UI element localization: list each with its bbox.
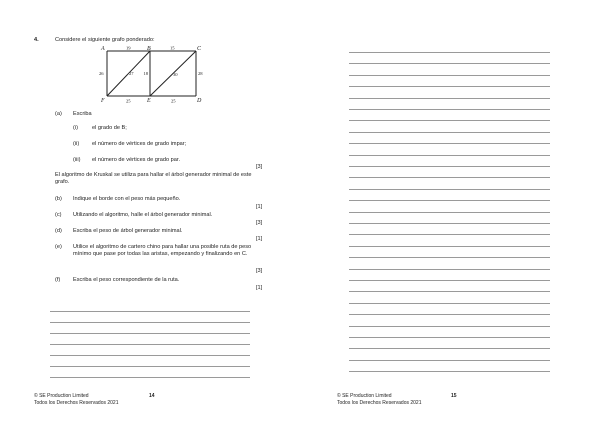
answer-line — [349, 143, 550, 144]
answer-line — [349, 291, 550, 292]
vertex-c-label: C — [197, 46, 202, 52]
answer-line — [50, 311, 250, 312]
answer-line — [349, 132, 550, 133]
answer-line — [349, 280, 550, 281]
answer-line — [349, 75, 550, 76]
answer-line — [349, 234, 550, 235]
part-f-text: Escriba el peso correspondiente de la ruta. — [73, 277, 180, 283]
answer-line — [349, 189, 550, 190]
part-a-i-text: el grado de B; — [92, 125, 127, 131]
weight-ed: 25 — [171, 98, 176, 104]
answer-line — [349, 86, 550, 87]
answer-line — [50, 322, 250, 323]
answer-line — [349, 63, 550, 64]
answer-line — [349, 223, 550, 224]
answer-line — [349, 257, 550, 258]
kruskal-text: El algoritmo de Kruskal se utiliza para hallar el árbol generador minimal de este grafo. — [55, 172, 252, 185]
part-a-ii-text: el número de vértices de grado impar; — [92, 141, 187, 147]
right-page-number: 15 — [451, 393, 457, 399]
vertex-f-label: F — [101, 98, 105, 104]
part-f-marks: [1] — [256, 285, 263, 291]
weighted-graph — [95, 44, 210, 106]
answer-line — [349, 98, 550, 99]
question-intro: Considere el siguiente grafo ponderado: — [55, 37, 155, 43]
weight-bf: 27 — [129, 71, 134, 76]
part-e-text: Utilice el algoritmo de cartero chino para hallar una posible ruta de peso mínimo que pase por todas las aristas, empezando y finalizando en C. — [73, 244, 252, 257]
answer-line — [349, 360, 550, 361]
weight-bc: 15 — [170, 45, 175, 51]
answer-line — [349, 200, 550, 201]
question-number: 4. — [34, 37, 39, 43]
answer-line — [50, 377, 250, 378]
part-e-label: (e) — [55, 244, 62, 250]
answer-line — [349, 348, 550, 349]
part-a-marks: [3] — [256, 164, 263, 170]
weight-cd: 28 — [198, 71, 203, 76]
part-d-marks: [1] — [256, 236, 263, 242]
answer-line — [349, 177, 550, 178]
answer-line — [50, 333, 250, 334]
part-a-iii-label: (iii) — [73, 157, 81, 163]
answer-line — [349, 326, 550, 327]
part-b-text: Indique el borde con el peso más pequeño. — [73, 196, 181, 202]
weight-fe: 25 — [126, 98, 131, 104]
left-footer-rights: Todos los Derechos Reservados 2021 — [34, 400, 119, 406]
weight-ce: 30 — [173, 72, 178, 77]
part-a-text: Escriba — [73, 111, 92, 117]
left-page-number: 14 — [149, 393, 155, 399]
part-c-text: Utilizando el algoritmo, halle el árbol generador minimal. — [73, 212, 213, 218]
part-c-marks: [3] — [256, 220, 263, 226]
weight-ab: 19 — [126, 45, 131, 51]
part-a-ii-label: (ii) — [73, 141, 80, 147]
part-a-label: (a) — [55, 111, 62, 117]
answer-line — [349, 371, 550, 372]
part-b-marks: [1] — [256, 204, 263, 210]
answer-line — [349, 155, 550, 156]
answer-line — [50, 366, 250, 367]
answer-line — [50, 344, 250, 345]
answer-line — [349, 166, 550, 167]
answer-line — [349, 109, 550, 110]
left-footer-publisher: © SE Production Limited — [34, 393, 89, 399]
answer-line — [349, 212, 550, 213]
answer-line — [50, 355, 250, 356]
part-f-label: (f) — [55, 277, 61, 283]
answer-line — [349, 246, 550, 247]
weight-be: 18 — [143, 71, 149, 76]
vertex-e-label: E — [147, 98, 151, 104]
weight-af: 26 — [99, 71, 104, 76]
answer-line — [349, 120, 550, 121]
part-c-label: (c) — [55, 212, 62, 218]
answer-line — [349, 314, 550, 315]
right-footer-publisher: © SE Production Limited — [337, 393, 392, 399]
part-e-marks: [3] — [256, 268, 263, 274]
part-d-label: (d) — [55, 228, 62, 234]
answer-line — [349, 303, 550, 304]
answer-line — [349, 269, 550, 270]
part-b-label: (b) — [55, 196, 62, 202]
part-a-iii-text: el número de vértices de grado par. — [92, 157, 180, 163]
answer-line — [349, 52, 550, 53]
part-d-text: Escriba el peso de árbol generador minimal. — [73, 228, 183, 234]
answer-line — [349, 337, 550, 338]
vertex-d-label: D — [197, 98, 202, 104]
part-a-i-label: (i) — [73, 125, 78, 131]
vertex-b-label: B — [147, 46, 151, 52]
vertex-a-label: A — [101, 46, 105, 52]
right-footer-rights: Todos los Derechos Reservados 2021 — [337, 400, 422, 406]
